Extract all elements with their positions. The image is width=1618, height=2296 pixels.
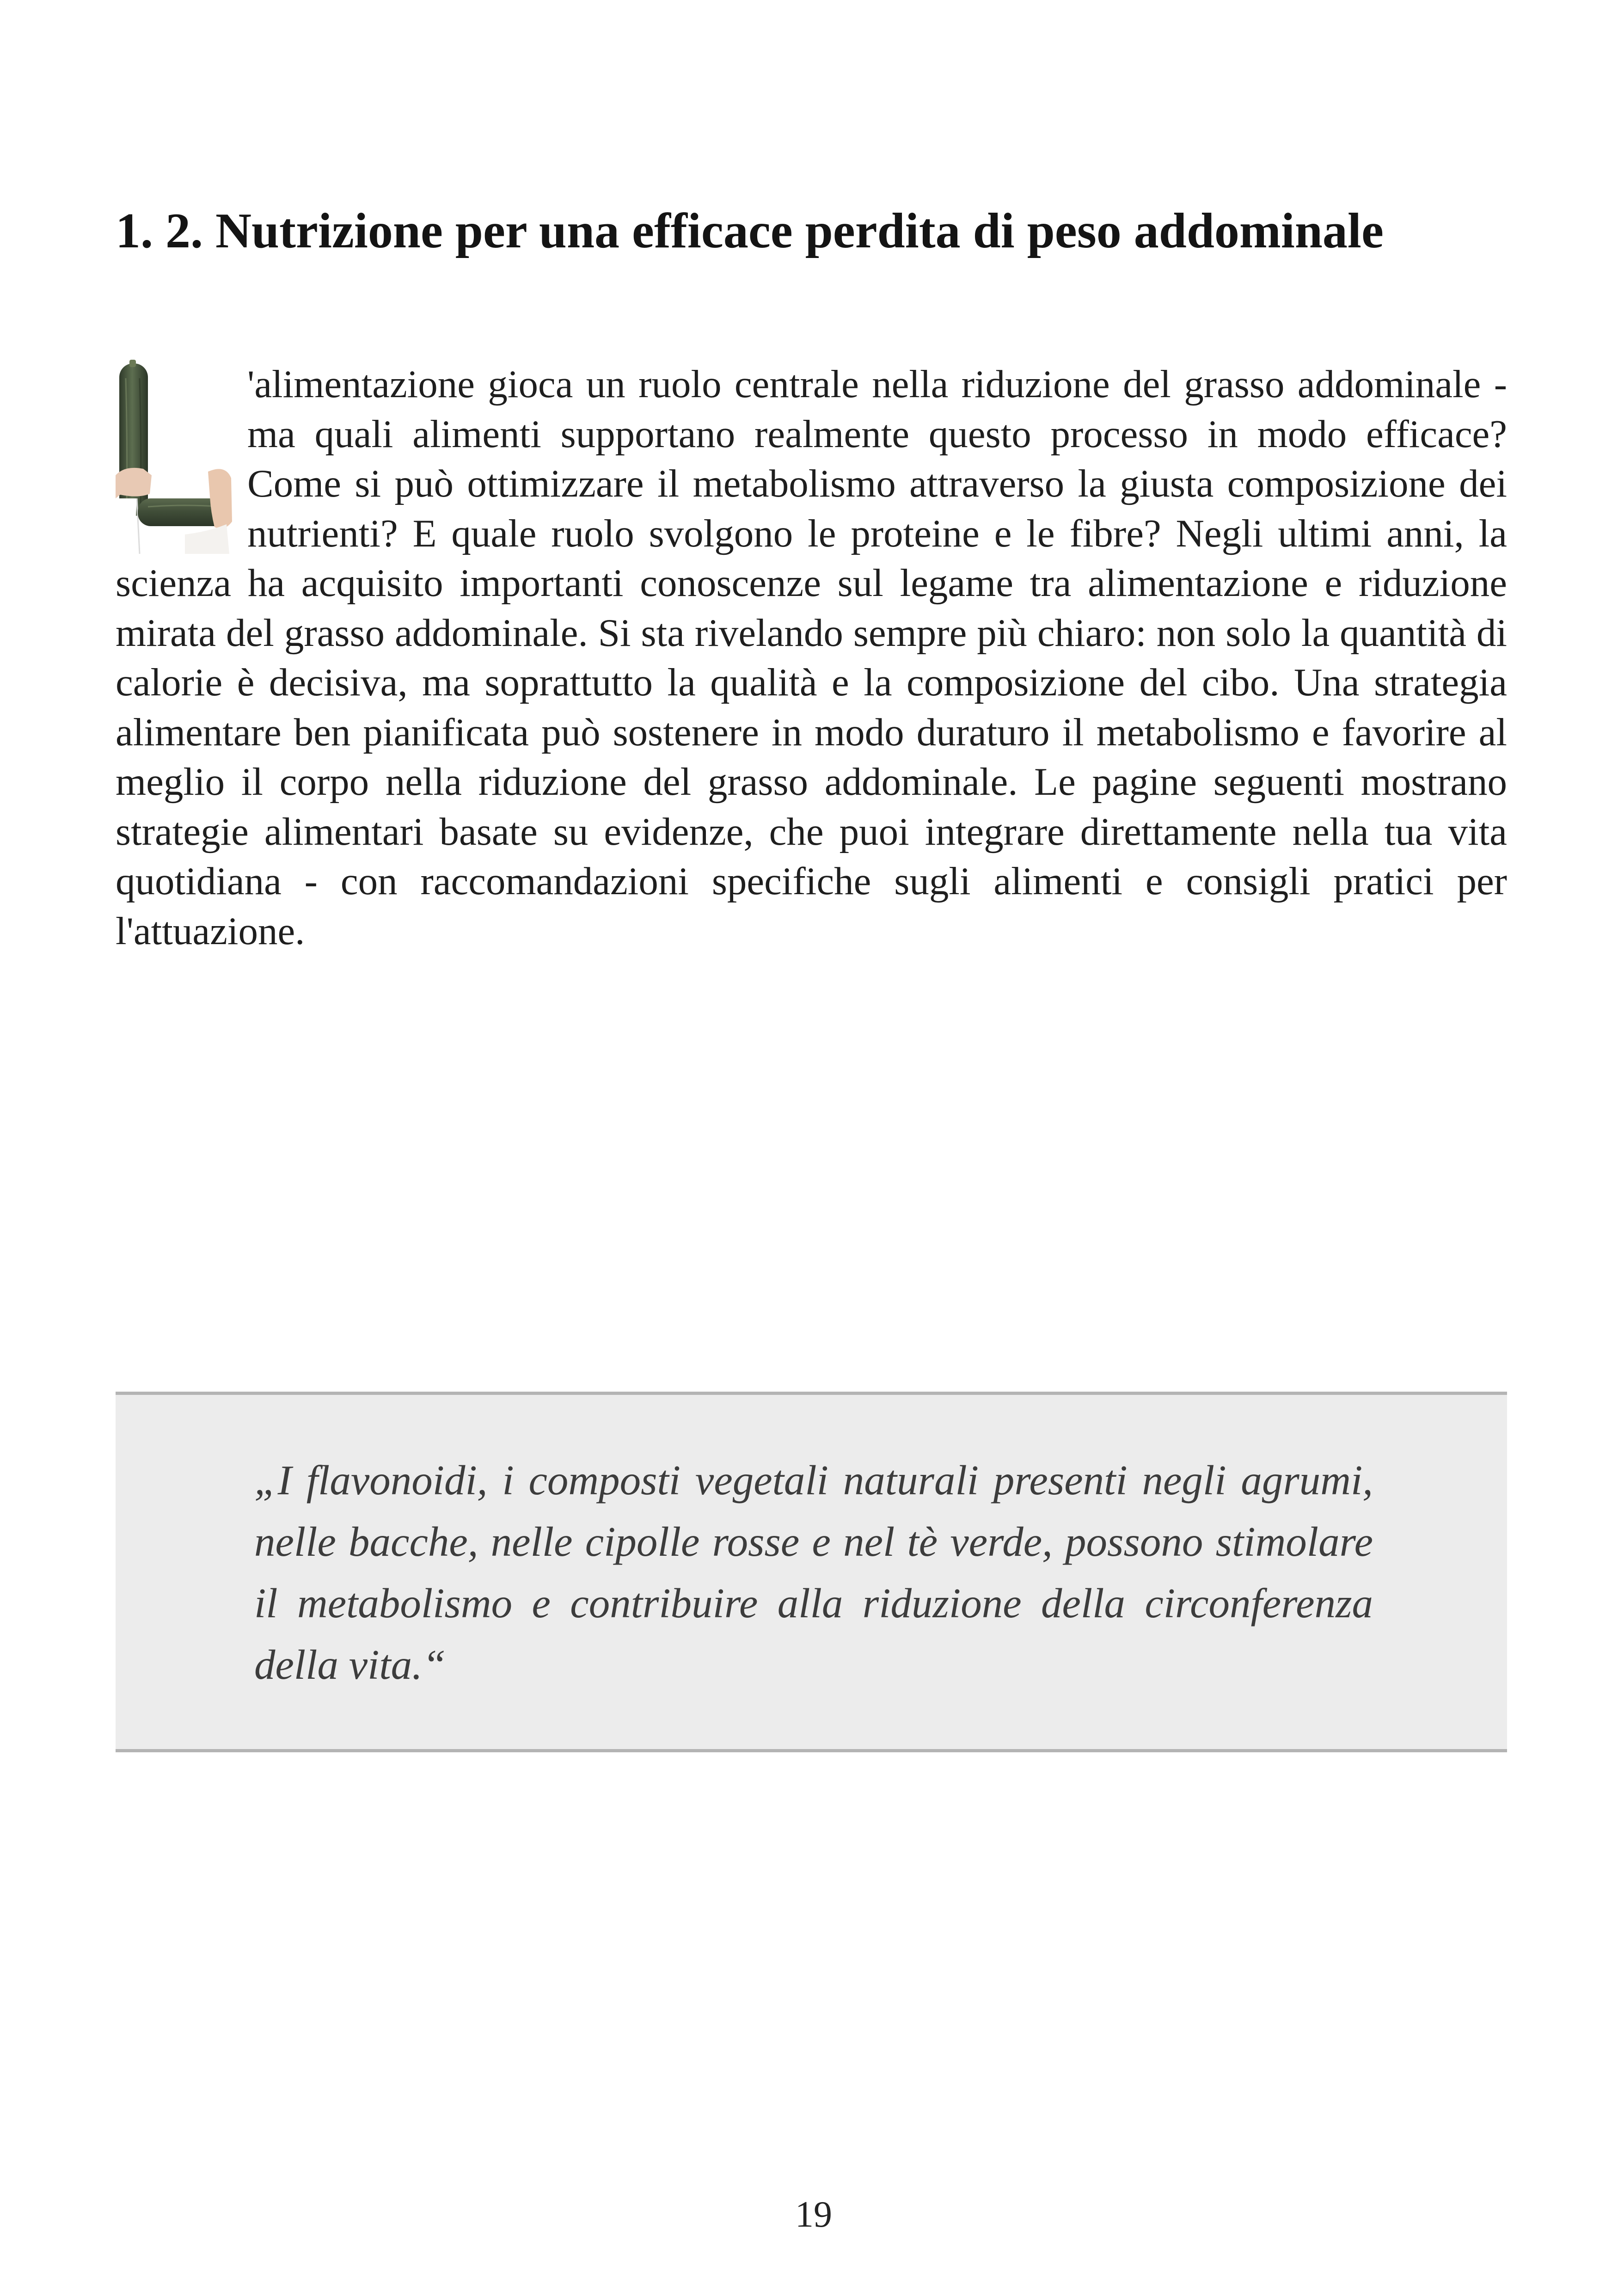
intro-text: 'alimentazione gioca un ruolo centrale nella riduzione del grasso addominale - ma quali alimenti supportano realmente questo processo in modo efficace? Come si può ottimizzare il metabolismo attraverso la giusta composizione dei nutrienti? E quale ruolo svolgono le proteine e le fibre? Negli ultimi anni, la scienza ha acquisito importanti conoscenze sul legame tra alimentazione e riduzione mirata del grasso addominale. Si sta rivelando sempre più chiaro: non solo la quantità di calorie è decisiva, ma soprattutto la qualità e la composizione del cibo. Una strategia alimentare ben pianificata può sostenere in modo duraturo il metabolismo e favorire al meglio il corpo nella riduzione del grasso addominale. Le pagine seguenti mostrano strategie alimentari basate su evidenze, che puoi integrare direttamente nella tua vita quotidiana - con raccomandazioni specifiche sugli alimenti e consigli pratici per l'attuazione. (116, 362, 1507, 953)
quote-text: „I flavonoidi, i composti vegetali naturali presenti negli agrumi, nelle bacche, nelle cipolle rosse e nel tè verde, possono stimolare il metabolismo e contribuire alla riduzione della circonferenza della vita.“ (254, 1457, 1373, 1688)
quote-box (116, 1392, 1507, 1752)
page-title: 1. 2. Nutrizione per una efficace perdita di peso addominale (116, 203, 1384, 258)
page-number: 19 (795, 2194, 832, 2235)
zucchini-letter-l-icon (116, 360, 233, 554)
intro-paragraph (116, 360, 1507, 956)
